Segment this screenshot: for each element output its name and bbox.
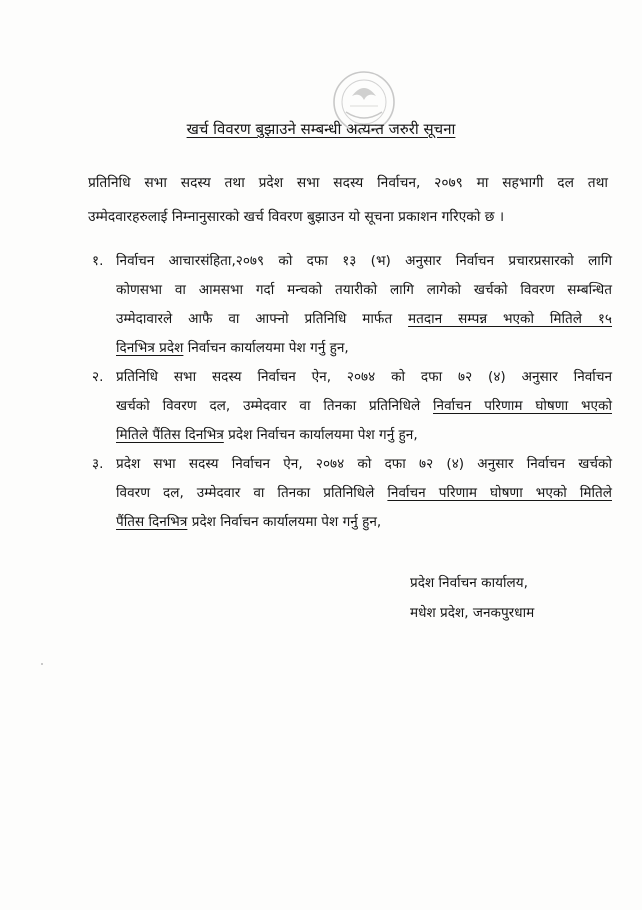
- list-item-text: पैंतिस दिनभित्र प्रदेश निर्वाचन कार्यालयमा पेश गर्नु हुन,: [116, 514, 382, 530]
- list-item-text: खर्चको विवरण दल, उम्मेदवार वा तिनका प्रतिनिधिले निर्वाचन परिणाम घोषणा भएको: [116, 398, 612, 414]
- list-item: [92, 363, 612, 450]
- list-item-text: दिनभित्र प्रदेश निर्वाचन कार्यालयमा पेश गर्नु हुन,: [116, 340, 349, 356]
- issuing-office: प्रदेश निर्वाचन कार्यालय,: [410, 575, 528, 591]
- list-item-number: ३.: [92, 456, 104, 472]
- list-item: [92, 247, 612, 363]
- highlighted-deadline: मतदान सम्पन्न भएको मितिले १५: [408, 311, 613, 327]
- list-item-text: उम्मेदावारले आफै वा आफ्नो प्रतिनिधि मार्फत मतदान सम्पन्न भएको मितिले १५: [116, 311, 613, 327]
- list-item: [92, 450, 612, 537]
- instruction-list: [92, 247, 612, 537]
- list-item-text: विवरण दल, उम्मेदवार वा तिनका प्रतिनिधिले निर्वाचन परिणाम घोषणा भएको मितिले: [116, 485, 612, 501]
- highlighted-deadline: निर्वाचन परिणाम घोषणा भएको मितिले: [387, 485, 612, 501]
- highlighted-deadline: दिनभित्र प्रदेश: [116, 340, 184, 356]
- list-item-text: प्रतिनिधि सभा सदस्य निर्वाचन ऐन, २०७४ को दफा ७२ (४) अनुसार निर्वाचन: [116, 369, 612, 385]
- list-item-number: २.: [92, 369, 104, 385]
- list-item-text: निर्वाचन आचारसंहिता,२०७९ को दफा १३ (भ) अनुसार निर्वाचन प्रचारप्रसारको लागि: [116, 253, 612, 269]
- signature-block: [410, 568, 534, 628]
- list-item-text: कोणसभा वा आमसभा गर्दा मन्चको तयारीको लागि लागेको खर्चको विवरण सम्बन्धित: [116, 282, 612, 298]
- notice-title: खर्च विवरण बुझाउने सम्बन्धी अत्यन्त जरुरी सूचना: [186, 120, 456, 138]
- list-item-text: मितिले पैंतिस दिनभित्र प्रदेश निर्वाचन कार्यालयमा पेश गर्नु हुन,: [116, 427, 418, 443]
- highlighted-deadline: पैंतिस दिनभित्र: [116, 514, 188, 530]
- notice-intro: [88, 166, 608, 234]
- intro-line: प्रतिनिधि सभा सदस्य तथा प्रदेश सभा सदस्य निर्वाचन, २०७९ मा सहभागी दल तथा: [88, 175, 608, 191]
- highlighted-deadline: मितिले पैंतिस दिनभित्र: [116, 427, 224, 443]
- intro-line: उम्मेदवारहरुलाई निम्नानुसारको खर्च विवरण बुझाउन यो सूचना प्रकाशन गरिएको छ ।: [88, 209, 505, 225]
- list-item-number: १.: [92, 253, 104, 269]
- scan-speck: [41, 663, 43, 665]
- list-item-text: प्रदेश सभा सदस्य निर्वाचन ऐन, २०७४ को दफा ७२ (४) अनुसार निर्वाचन खर्चको: [116, 456, 612, 472]
- office-location: मधेश प्रदेश, जनकपुरधाम: [410, 605, 535, 621]
- highlighted-deadline: निर्वाचन परिणाम घोषणा भएको: [433, 398, 612, 414]
